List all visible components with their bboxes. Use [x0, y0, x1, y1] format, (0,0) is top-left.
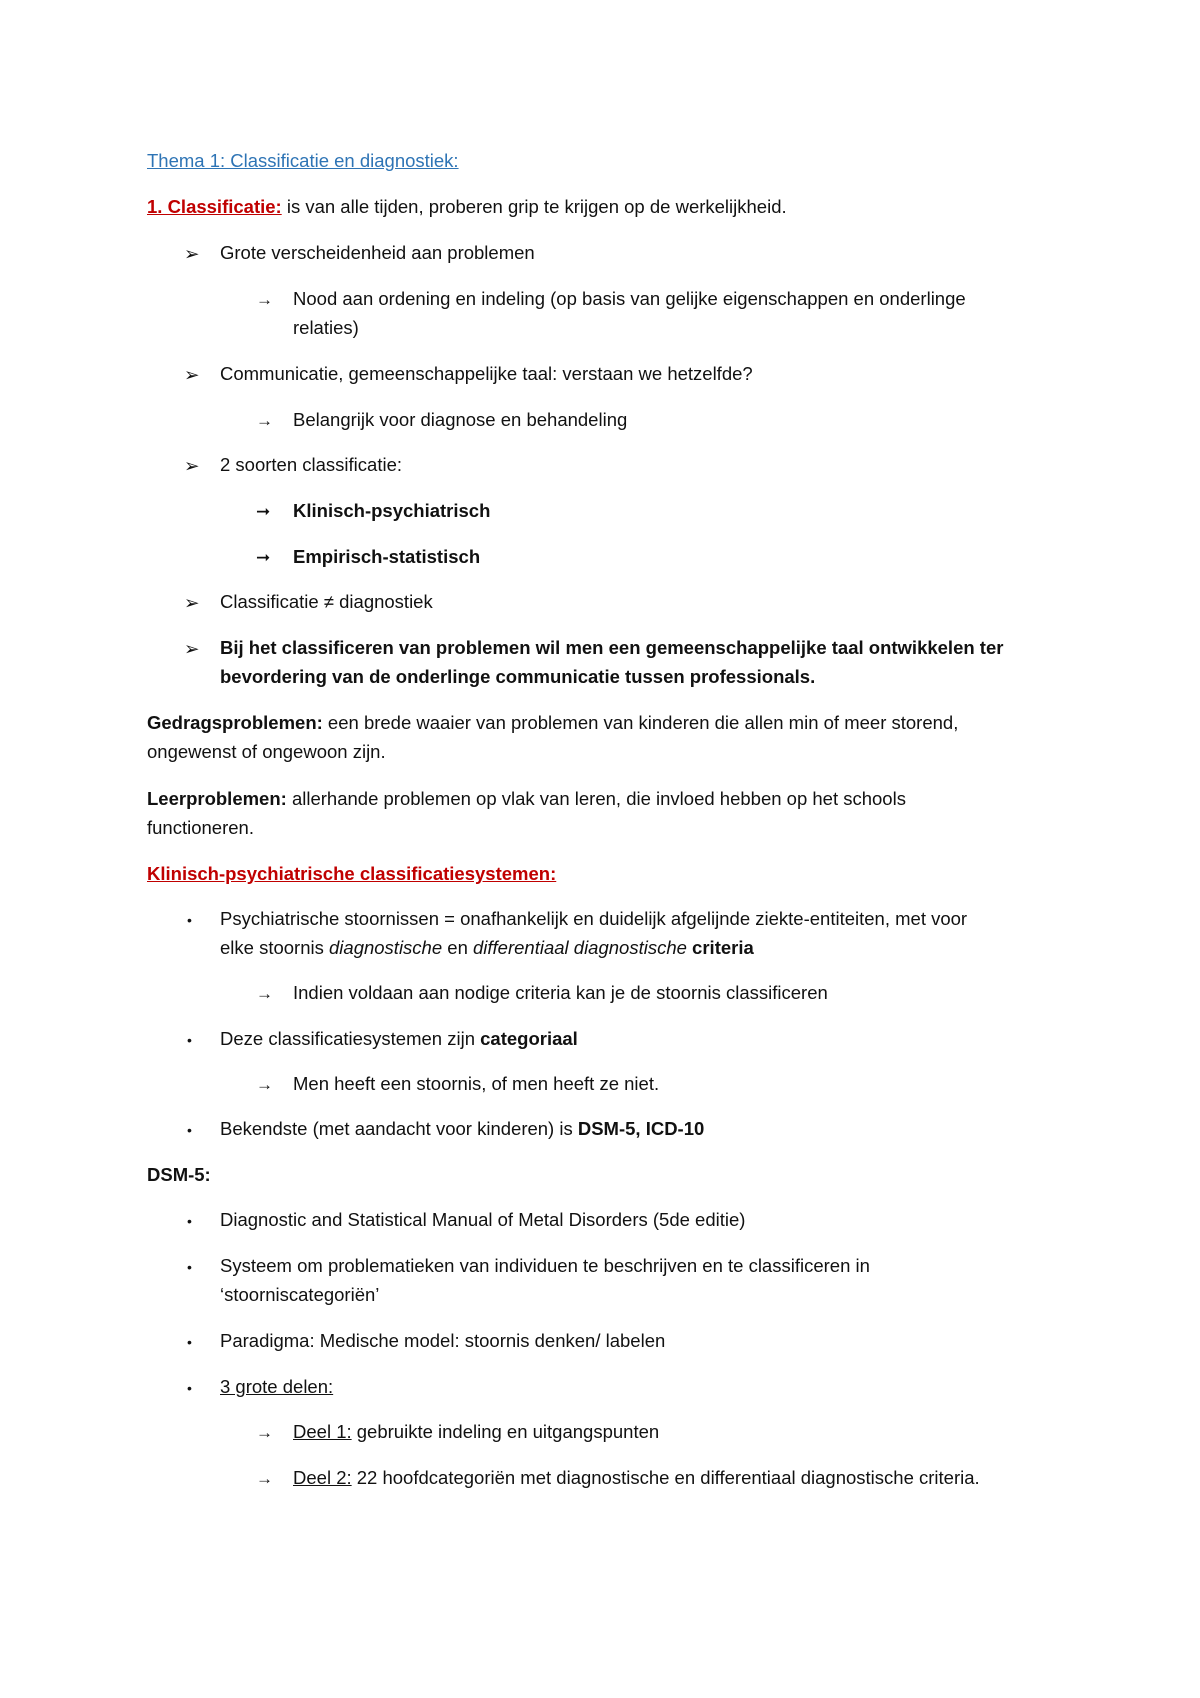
arrow-icon: → — [256, 411, 273, 430]
definition-text: een brede waaier van problemen van kinderen die allen min of meer storend, — [322, 712, 959, 733]
bullet-item: Communicatie, gemeenschappelijke taal: verstaan we hetzelfde? — [220, 363, 753, 384]
bullet-dot-icon: • — [187, 912, 192, 928]
text-run: elke stoornis — [220, 937, 329, 958]
bullet-item-bold-continued — [220, 668, 815, 687]
bullet-item: Classificatie ≠ diagnostiek — [220, 591, 433, 612]
section-heading-dsm5 — [147, 1166, 211, 1185]
sub-item — [293, 1469, 980, 1488]
bullet-item: Systeem om problematieken van individuen te beschrijven en te classificeren in — [220, 1255, 870, 1276]
sub-item — [293, 502, 490, 521]
bullet-item: Psychiatrische stoornissen = onafhankelijk en duidelijk afgelijnde ziekte-entiteiten, met voor — [220, 908, 968, 929]
definition-text-continued: functioneren. — [147, 817, 254, 838]
definition-gedragsproblemen — [147, 714, 958, 733]
underlined-text: 3 grote delen: — [220, 1376, 334, 1397]
bullet-item-bold — [220, 639, 1003, 658]
bullet-item-continued — [220, 939, 754, 958]
bullet-item — [220, 1120, 704, 1139]
bold-term: categoriaal — [480, 1028, 578, 1049]
arrow-icon: → — [256, 1423, 273, 1442]
section-heading-klinisch: Klinisch-psychiatrische classificatiesystemen: — [147, 863, 557, 884]
text-run: gebruikte indeling en uitgangspunten — [351, 1421, 660, 1442]
bullet-item — [220, 1030, 578, 1049]
bullet-dot-icon: • — [187, 1259, 192, 1275]
sub-item-bold: Empirisch-statistisch — [293, 546, 481, 567]
bold-term: DSM-5, ICD-10 — [577, 1118, 705, 1139]
text-run: 22 hoofdcategoriën met diagnostische en differentiaal diagnostische criteria. — [351, 1467, 980, 1488]
definition-text: allerhande problemen op vlak van leren, die invloed hebben op het schools — [286, 788, 906, 809]
bullet-item: 2 soorten classificatie: — [220, 454, 403, 475]
arrow-icon: → — [256, 290, 273, 309]
definition-leerproblemen — [147, 790, 906, 809]
bullet-dot-icon: • — [187, 1334, 192, 1350]
definition-text-continued: ongewenst of ongewoon zijn. — [147, 741, 386, 762]
arrowhead-bullet-icon: ➢ — [184, 455, 200, 476]
arrowhead-bullet-icon: ➢ — [184, 243, 200, 264]
arrowhead-bullet-icon: ➢ — [184, 638, 200, 659]
arrow-icon: → — [256, 984, 273, 1003]
sub-item — [293, 1423, 659, 1442]
bold-arrow-icon: ➞ — [256, 548, 271, 567]
definition-term: Gedragsproblemen: — [147, 712, 323, 733]
underlined-term: Deel 1: — [293, 1421, 352, 1442]
definition-term: Leerproblemen: — [147, 788, 287, 809]
bold-term: criteria — [686, 937, 754, 958]
bullet-dot-icon: • — [187, 1122, 192, 1138]
text-run: Bekendste (met aandacht voor kinderen) is — [220, 1118, 578, 1139]
bullet-dot-icon: • — [187, 1213, 192, 1229]
section-classificatie — [147, 198, 787, 217]
sub-item-continued: relaties) — [293, 317, 359, 338]
bullet-item: Grote verscheidenheid aan problemen — [220, 242, 535, 263]
sub-item: Belangrijk voor diagnose en behandeling — [293, 409, 628, 430]
bold-text: Bij het classificeren van problemen wil men een gemeenschappelijke taal ontwikkelen ter — [220, 637, 1004, 658]
bold-arrow-icon: ➞ — [256, 502, 271, 521]
bullet-dot-icon: • — [187, 1380, 192, 1396]
arrowhead-bullet-icon: ➢ — [184, 364, 200, 385]
section-text: is van alle tijden, proberen grip te krijgen op de werkelijkheid. — [281, 196, 787, 217]
arrow-icon: → — [256, 1075, 273, 1094]
bullet-item: Diagnostic and Statistical Manual of Metal Disorders (5de editie) — [220, 1209, 746, 1230]
bold-heading: DSM-5: — [147, 1164, 211, 1185]
bullet-item — [220, 1378, 333, 1397]
text-run: en — [442, 937, 473, 958]
section-label: 1. Classificatie: — [147, 196, 282, 217]
sub-item: Men heeft een stoornis, of men heeft ze niet. — [293, 1073, 660, 1094]
bold-text: bevordering van de onderlinge communicatie tussen professionals. — [220, 666, 816, 687]
bullet-item: Paradigma: Medische model: stoornis denken/ labelen — [220, 1330, 666, 1351]
italic-term: differentiaal diagnostische — [473, 937, 687, 958]
sub-item — [293, 548, 480, 567]
sub-item: Indien voldaan aan nodige criteria kan je de stoornis classificeren — [293, 982, 828, 1003]
underlined-term: Deel 2: — [293, 1467, 352, 1488]
arrow-icon: → — [256, 1469, 273, 1488]
arrowhead-bullet-icon: ➢ — [184, 592, 200, 613]
page-heading: Thema 1: Classificatie en diagnostiek: — [147, 150, 459, 171]
bullet-dot-icon: • — [187, 1032, 192, 1048]
sub-item: Nood aan ordening en indeling (op basis van gelijke eigenschappen en onderlinge — [293, 288, 966, 309]
text-run: Deze classificatiesystemen zijn — [220, 1028, 481, 1049]
bullet-item-continued: ‘stoorniscategoriën’ — [220, 1284, 380, 1305]
sub-item-bold: Klinisch-psychiatrisch — [293, 500, 491, 521]
italic-term: diagnostische — [329, 937, 443, 958]
